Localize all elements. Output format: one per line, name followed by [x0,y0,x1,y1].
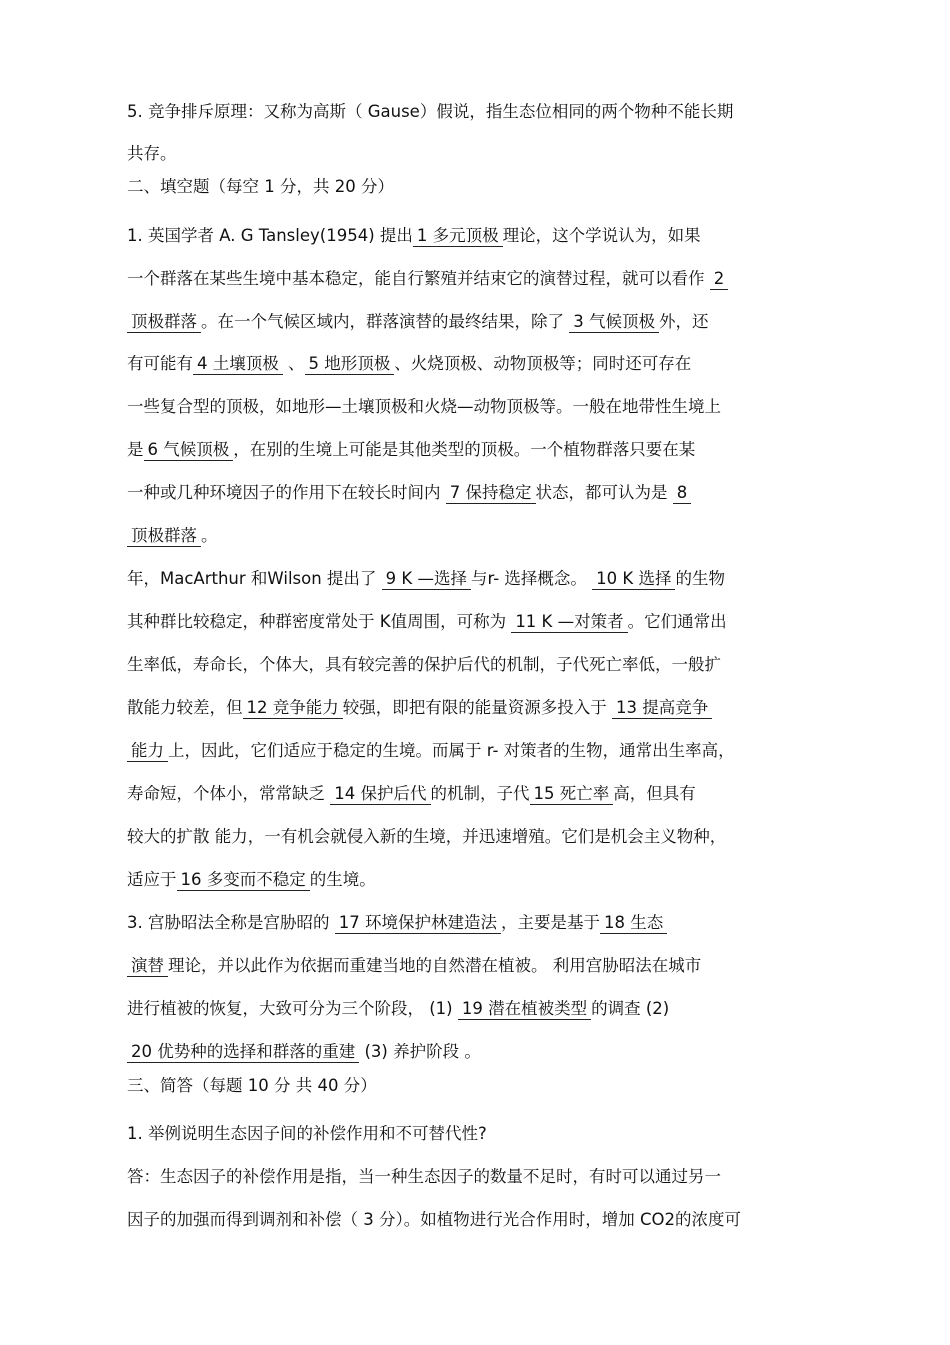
answer-blank: 演替 [127,956,168,977]
text-line [127,869,376,891]
text-run: 高，但具有 [613,784,696,803]
answer-blank: 顶极群落 [127,312,201,333]
answer-blank: 6 气候顶极 [144,440,234,461]
answer-blank: 12 竞争能力 [243,698,343,719]
answer-blank: 20 优势种的选择和群落的重建 [127,1042,359,1063]
text-line [127,912,667,934]
text-run: 。 [201,526,218,545]
text-line [127,568,725,590]
text-line [127,482,691,504]
text-run: 因子的加强而得到调剂和补偿（ 3 分）。如植物进行光合作用时，增加 CO2的浓度可 [127,1210,741,1229]
text-line [127,268,728,290]
text-line [127,439,695,461]
text-run: (3) 养护阶段 。 [359,1042,481,1061]
text-run: 1. 举例说明生态因子间的补偿作用和不可替代性? [127,1124,487,1143]
text-line [127,225,701,247]
text-line [127,1075,377,1097]
text-line [127,353,691,375]
text-line [127,998,669,1020]
answer-blank: 10 K 选择 [592,569,675,590]
answer-blank: 8 [673,483,692,504]
text-run: 理论，这个学说认为，如果 [502,226,701,245]
text-line [127,176,394,198]
text-run: 较强，即把有限的能量资源多投入于 [342,698,612,717]
text-line [127,1209,741,1231]
text-run: 一些复合型的顶极，如地形—土壤顶极和火烧—动物顶极等。一般在地带性生境上 [127,397,721,416]
text-run: 一种或几种环境因子的作用下在较长时间内 [127,483,446,502]
text-line [127,826,726,848]
text-run: 外，还 [659,312,709,331]
text-line [127,1041,481,1063]
text-run: 5. 竞争排斥原理：又称为高斯（ Gause）假说，指生态位相同的两个物种不能长期 [127,102,734,121]
answer-blank: 9 K —选择 [382,569,471,590]
text-run: 理论，并以此作为依据而重建当地的自然潜在植被。 利用宫胁昭法在城市 [168,956,702,975]
text-run: ，主要是基于 [500,913,600,932]
answer-blank: 13 提高竞争 [612,698,712,719]
text-run: 的调查 (2) [591,999,670,1018]
text-line [127,783,696,805]
text-run: 共存。 [127,144,177,163]
answer-blank: 14 保护后代 [330,784,430,805]
text-run: ，在别的生境上可能是其他类型的顶极。一个植物群落只要在某 [233,440,696,459]
answer-blank: 4 土壤顶极 [193,354,283,375]
text-run: 年，MacArthur 和Wilson 提出了 [127,569,382,588]
text-line [127,697,712,719]
answer-blank: 17 环境保护林建造法 [335,913,501,934]
answer-blank: 能力 [127,741,168,762]
text-line [127,311,709,333]
text-run: 较大的扩散 能力，一有机会就侵入新的生境，并迅速增殖。它们是机会主义物种， [127,827,727,846]
text-line [127,143,177,165]
text-run: 上，因此，它们适应于稳定的生境。而属于 r- 对策者的生物，通常出生率高， [168,741,735,760]
text-run: 有可能有 [127,354,193,373]
text-run: 三、简答（每题 10 分 共 40 分） [127,1076,377,1095]
text-run: 1. 英国学者 A. G Tansley(1954) 提出 [127,226,413,245]
text-run: 寿命短，个体小，常常缺乏 [127,784,331,803]
text-line [127,611,727,633]
text-run: 生率低，寿命长，个体大，具有较完善的保护后代的机制，子代死亡率低，一般扩 [127,655,721,674]
text-run: 是 [127,440,144,459]
answer-blank: 16 多变而不稳定 [177,870,310,891]
text-run: 二、填空题（每空 1 分，共 20 分） [127,177,394,196]
answer-blank: 1 多元顶极 [413,226,503,247]
text-line [127,654,721,676]
text-line [127,396,721,418]
text-line [127,740,735,762]
text-run: 状态，都可认为是 [535,483,673,502]
answer-blank: 18 生态 [600,913,667,934]
answer-blank: 5 地形顶极 [305,354,395,375]
answer-blank: 11 K —对策者 [511,612,627,633]
text-run: 适应于 [127,870,177,889]
text-run: 的生境。 [309,870,376,889]
text-run: 3. 宫胁昭法全称是宫胁昭的 [127,913,335,932]
text-run: 一个群落在某些生境中基本稳定，能自行繁殖并结束它的演替过程，就可以看作 [127,269,710,288]
text-run: 进行植被的恢复，大致可分为三个阶段， (1) [127,999,458,1018]
answer-blank: 15 死亡率 [530,784,614,805]
text-run: 答：生态因子的补偿作用是指，当一种生态因子的数量不足时，有时可以通过另一 [127,1167,721,1186]
answer-blank: 2 [710,269,729,290]
text-run: 的生物 [675,569,725,588]
answer-blank: 顶极群落 [127,526,201,547]
text-line [127,101,733,123]
text-run: 、 [282,354,305,373]
text-line [127,1166,721,1188]
answer-blank: 19 潜在植被类型 [458,999,591,1020]
text-run: 、火烧顶极、动物顶极等；同时还可存在 [394,354,692,373]
answer-blank: 3 气候顶极 [569,312,659,333]
text-line [127,955,701,977]
text-run: 。它们通常出 [627,612,727,631]
text-run: 与r- 选择概念。 [470,569,593,588]
text-run: 的机制，子代 [430,784,530,803]
answer-blank: 7 保持稳定 [446,483,536,504]
text-run: 其种群比较稳定，种群密度常处于 K值周围，可称为 [127,612,512,631]
text-line [127,1123,487,1145]
text-run: 散能力较差，但 [127,698,243,717]
text-run: 。在一个气候区域内，群落演替的最终结果，除了 [201,312,570,331]
text-line [127,525,218,547]
